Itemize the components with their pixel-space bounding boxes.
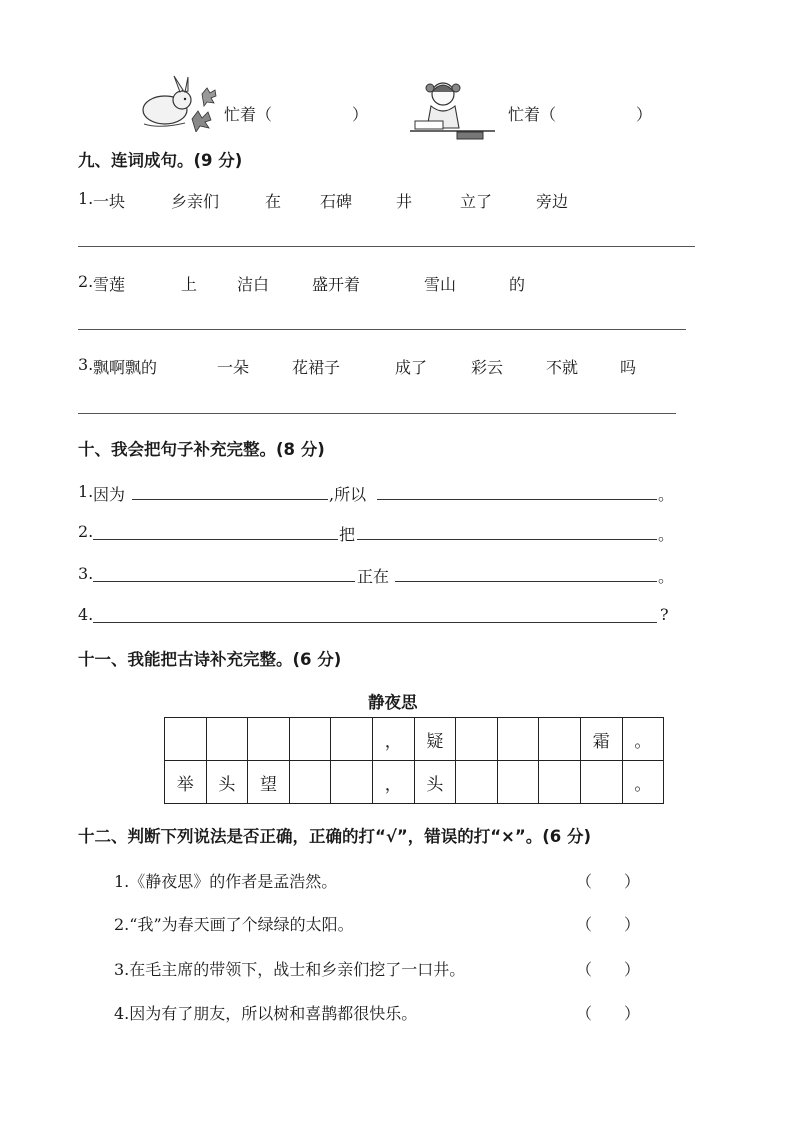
q10-line2-number: 2.: [78, 522, 94, 541]
poem-cell: 疑: [414, 718, 456, 761]
q10-line1-number: 1.: [78, 482, 94, 501]
q9-line3-word: 成了: [395, 358, 428, 377]
poem-cell: 头: [414, 761, 456, 804]
q9-answer-line-3[interactable]: [78, 413, 676, 414]
q10-line1-blank-b[interactable]: [377, 499, 657, 500]
poem-cell[interactable]: [289, 718, 331, 761]
q9-line3-number: 3.: [78, 355, 94, 374]
section-10-title: 十、我会把句子补充完整。(8 分): [78, 440, 325, 459]
q10-line4-number: 4.: [78, 605, 94, 624]
q10-line2-blank-b[interactable]: [357, 539, 657, 540]
q12-item-text: 3.在毛主席的带领下，战士和乡亲们挖了一口井。: [114, 960, 466, 979]
poem-cell: ，: [372, 761, 414, 804]
section-12-title: 十二、判断下列说法是否正确，正确的打“√”，错误的打“×”。(6 分): [78, 827, 592, 846]
q9-answer-line-1[interactable]: [78, 246, 695, 247]
busy-left-blank[interactable]: 忙着（ ）: [224, 105, 369, 124]
q12-item-text: 4.因为有了朋友，所以树和喜鹊都很快乐。: [114, 1004, 418, 1023]
q10-line3-blank-b[interactable]: [395, 581, 657, 582]
poem-cell: ，: [372, 718, 414, 761]
section-9-title: 九、连词成句。(9 分): [78, 151, 243, 170]
poem-cell[interactable]: [248, 718, 290, 761]
q10-line1-end: 。: [658, 485, 675, 504]
q9-line1-number: 1.: [78, 189, 94, 208]
poem-grid: [164, 717, 664, 804]
poem-cell[interactable]: [456, 718, 498, 761]
q10-line3-zhengzai: 正在: [357, 567, 390, 586]
q9-line1-word: 一块: [93, 192, 126, 211]
poem-cell[interactable]: [331, 761, 373, 804]
q9-line2-word: 洁白: [237, 275, 270, 294]
q10-line2-blank-a[interactable]: [93, 539, 338, 540]
q9-line3-word: 一朵: [217, 358, 250, 377]
rabbit-illustration: [130, 74, 230, 132]
q12-item-answer-box[interactable]: （ ）: [576, 872, 641, 891]
poem-cell: 举: [165, 761, 207, 804]
q9-line1-word: 旁边: [536, 192, 569, 211]
poem-cell[interactable]: [497, 718, 539, 761]
q10-line3-end: 。: [658, 567, 675, 586]
q12-item-answer-box[interactable]: （ ）: [576, 960, 641, 979]
poem-cell: 霜: [580, 718, 622, 761]
q9-line1-word: 立了: [460, 192, 493, 211]
q9-line2-word: 盛开着: [312, 275, 361, 294]
q9-line1-word: 石碑: [320, 192, 353, 211]
poem-title: 静夜思: [368, 693, 418, 712]
poem-cell: 头: [206, 761, 248, 804]
q12-item-text: 2.“我”为春天画了个绿绿的太阳。: [114, 915, 354, 934]
q10-line4-blank[interactable]: [93, 622, 657, 623]
q9-line3-word: 不就: [546, 358, 579, 377]
q9-line2-word: 上: [181, 275, 198, 294]
poem-cell[interactable]: [497, 761, 539, 804]
q12-item-text: 1.《静夜思》的作者是孟浩然。: [114, 872, 338, 891]
poem-cell[interactable]: [165, 718, 207, 761]
poem-cell[interactable]: [539, 761, 581, 804]
q12-item-answer-box[interactable]: （ ）: [576, 1004, 641, 1023]
q12-item-answer-box[interactable]: （ ）: [576, 915, 641, 934]
busy-right-blank[interactable]: 忙着（ ）: [508, 105, 653, 124]
q9-line2-word: 雪莲: [93, 275, 126, 294]
q9-line1-word: 井: [396, 192, 413, 211]
q9-line2-word: 的: [509, 275, 526, 294]
poem-cell[interactable]: [539, 718, 581, 761]
q10-line2-ba: 把: [339, 525, 356, 544]
q10-line3-number: 3.: [78, 564, 94, 583]
girl-writing-illustration: [405, 76, 500, 146]
q10-line4-end: ?: [660, 605, 669, 624]
poem-cell[interactable]: [206, 718, 248, 761]
poem-row-2: [165, 761, 664, 804]
poem-cell[interactable]: [580, 761, 622, 804]
poem-cell: 。: [622, 718, 664, 761]
section-11-title: 十一、我能把古诗补充完整。(6 分): [78, 650, 342, 669]
poem-cell[interactable]: [331, 718, 373, 761]
q9-line2-number: 2.: [78, 272, 94, 291]
q9-line3-word: 飘啊飘的: [93, 358, 158, 377]
q9-line3-word: 花裙子: [292, 358, 341, 377]
q9-answer-line-2[interactable]: [78, 329, 686, 330]
q10-line2-end: 。: [658, 525, 675, 544]
q10-line3-blank-a[interactable]: [93, 581, 355, 582]
poem-cell: 。: [622, 761, 664, 804]
q9-line3-word: 吗: [620, 358, 637, 377]
poem-cell: 望: [248, 761, 290, 804]
q10-line1-blank-a[interactable]: [132, 499, 328, 500]
q9-line1-word: 乡亲们: [171, 192, 220, 211]
q10-line1-so: ,所以: [329, 485, 367, 504]
poem-cell[interactable]: [289, 761, 331, 804]
q9-line3-word: 彩云: [471, 358, 504, 377]
q10-line1-because: 因为: [93, 485, 126, 504]
q9-line2-word: 雪山: [424, 275, 457, 294]
poem-row-1: [165, 718, 664, 761]
q9-line1-word: 在: [265, 192, 282, 211]
poem-cell[interactable]: [456, 761, 498, 804]
